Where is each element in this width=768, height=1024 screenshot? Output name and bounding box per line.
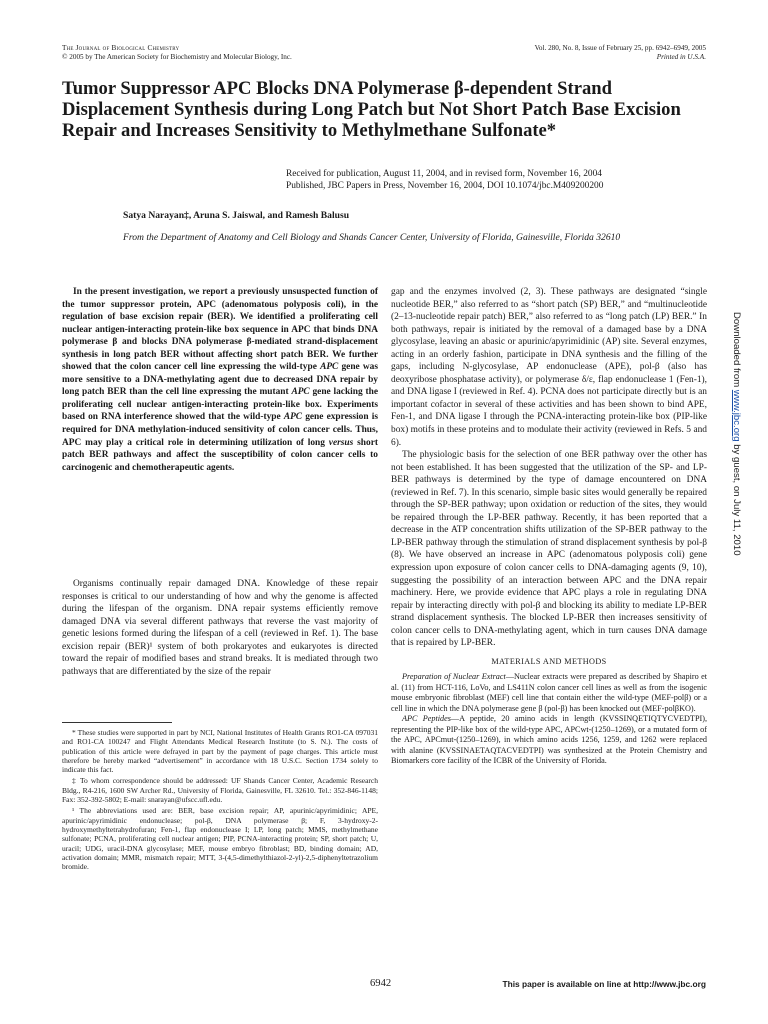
abstract-gene-2: APC xyxy=(291,387,310,398)
abstract xyxy=(62,286,378,474)
methods-subhead-1: Preparation of Nuclear Extract xyxy=(402,672,506,682)
page-number: 6942 xyxy=(370,978,392,989)
methods-paragraph-2 xyxy=(391,714,707,767)
methods-section xyxy=(391,672,707,767)
running-header-left xyxy=(62,44,292,62)
methods-subhead-2: APC Peptides xyxy=(402,714,451,724)
publication-history xyxy=(286,168,706,192)
footnote-abbreviations: ¹ The abbreviations used are: BER, base excision repair; AP, apurinic/apyrimidinic; APE, apurinic/apyrimidinic endonuclease; pol-β, DNA polymerase β; F, 3-hydroxy-2-hydroxymethyltetrahydrofuran; Fen-1, flap endonuclease I; LP, long patch; MMS, methylmethane sulfonate; PCNA, proliferating cell nuclear antigen; PIP, PCNA-interacting protein; SP, short patch; U, uracil; UDG, uracil-DNA glycosylase; MEF, mouse embryo fibroblast; BD, binding domain; AD, activation domain; MMR, mismatch repair; MTT, 3-(4,5-dimethylthiazol-2-yl)-2,5-diphenyltetrazolium bromide. xyxy=(62,806,378,872)
author-list: Satya Narayan‡, Aruna S. Jaiswal, and Ramesh Balusu xyxy=(123,210,350,221)
abstract-text-3: gene lacking the proliferating cell nuclear antigen-interacting protein-like box. Experiments based on RNA interference showed that the wild-type xyxy=(62,387,378,423)
published-line: Published, JBC Papers in Press, November 16, 2004, DOI 10.1074/jbc.M409200200 xyxy=(286,181,604,191)
methods-text-1: —Nuclear extracts were prepared as described by Shapiro et al. (11) from HCT-116, LoVo, and LS411N colon cancer cell lines as well as from the isogenic mouse embryonic fibroblast (MEF) cell line that contain either the wild-type (MEF-polβ) or a cell line in which the DNA polymerase gene β (pol-β) has been knocked out (MEF-polβKO). xyxy=(391,672,707,713)
abstract-text-4: gene expression is required for DNA methylation-induced sensitivity of colon cancer cells. Thus, APC may play a critical role in determining utilization of long xyxy=(62,412,378,448)
footnote-correspondence: ‡ To whom correspondence should be addressed: UF Shands Cancer Center, Academic Research Bldg., R4-216, 1600 SW Archer Rd., University of Florida, Gainesville, FL 32610. Tel.: 352-846-1148; Fax: 352-392-5802; E-mail: snarayan@ufscc.ufl.edu. xyxy=(62,776,378,805)
volume-line: Vol. 280, No. 8, Issue of February 25, pp. 6942–6949, 2005 xyxy=(534,44,706,52)
copyright-line: © 2005 by The American Society for Biochemistry and Molecular Biology, Inc. xyxy=(62,53,292,61)
download-prefix: Downloaded from xyxy=(731,312,742,390)
abstract-gene-3: APC xyxy=(283,412,303,423)
body-paragraph-2: The physiologic basis for the selection of one BER pathway over the other has not been established. It has been suggested that the utilization of the SP- and LP-BER pathways is determined by the type of damage encountered on DNA (reviewed in Ref. 7). In this scenario, simple basic sites would generally be repaired through the SP-BER pathway; upon oxidation or reduction of the sites, they would be repaired through the LP-BER pathway. Recently, it has been reported that a decrease in the ATP concentration shifts utilization of the SP-BER pathway to the LP-BER pathway through the stimulation of strand displacement synthesis by pol-β (8). We have observed an increase in APC (adenomatous polyposis coli) gene expression upon exposure of colon cancer cells to DNA-damaging agents (9, 10), suggesting the possibility of an interaction between APC and the DNA repair machinery. Here, we provide evidence that APC plays a role in regulating DNA repair by interacting directly with pol-β and blocking its ability to mediate LP-BER strand displacement synthesis. The blocked LP-BER then increases sensitivity of colon cancer cells to DNA-methylating agent, which in turn causes DNA damage that is repaired by LP-BER. xyxy=(391,450,707,649)
jbc-link[interactable]: www.jbc.org xyxy=(731,389,742,442)
methods-text-2: —A peptide, 20 amino acids in length (KVSSINQETIQTYCVEDTPI), representing the PIP-like box of the wild-type APC, APCwt-(1250–1269), or a mutated form of the APC, APCmut-(1250–1269), in which amino acids 1256, 1259, and 1262 were replaced with alanine (KVSSINAETAQTACVEDTPI) was synthesized at the Protein Chemistry and Biomarkers core facility of the ICBR of the University of Florida. xyxy=(391,714,707,766)
download-watermark xyxy=(731,312,742,556)
introduction-paragraph: Organisms continually repair damaged DNA. Knowledge of these repair responses is critical to our understanding of how and why the genome is affected during the lifespan of the organism. DNA repair systems efficiently remove damaged DNA via several different pathways that reverse the vast majority of genetic lesions formed during the lifespan of a cell (reviewed in Ref. 1). The base excision repair (BER)¹ system of both prokaryotes and eukaryotes is directed toward the repair of modified bases and strand breaks. It is mediated through two pathways that are differentiated by the size of the repair xyxy=(62,579,378,677)
running-header-right xyxy=(535,44,706,62)
received-line: Received for publication, August 11, 2004, and in revised form, November 16, 2004 xyxy=(286,169,602,179)
journal-name: The Journal of Biological Chemistry xyxy=(62,44,180,52)
abstract-text-1: In the present investigation, we report a previously unsuspected function of the tumor suppressor protein, APC (adenomatous polyposis coli), in the regulation of base excision repair (BER). We identified a proliferating cell nuclear antigen-interacting protein-like box sequence in APC that binds DNA polymerase β and blocks DNA polymerase β-mediated strand-displacement synthesis in long patch BER without affecting short patch BER. We further showed that the colon cancer cell line expressing the wild-type xyxy=(62,287,378,373)
affiliation: From the Department of Anatomy and Cell Biology and Shands Cancer Center, University of Florida, Gainesville, Florida 32610 xyxy=(123,232,621,243)
body-paragraph-1: gap and the enzymes involved (2, 3). These pathways are designated “single nucleotide BER,” also referred to as “short patch (SP) BER,” and “multinucleotide (2–13-nucleotide repair patch) BER,” also referred to as “long patch (LP) BER.” In both pathways, repair is initiated by the removal of a damaged base by a DNA glycosylase, leaving an abasic or apurinic/apyrimidinic (AP) site. Several enzymes, acting in an orderly fashion, participate in DNA synthesis and the filling of the gaps, including N-glycosylase, AP endonuclease (APE), pol-β (also has deoxyribose phosphatase activity), or polymerase δ/ε, flap endonuclease 1 (Fen-1), and DNA ligase I (reviewed in Ref. 4). PCNA does not participate directly but is an important cofactor in several of these activities and has been shown to bind APE, Fen-1, and DNA ligase I through the PCNA-interacting protein-like box (PIP-like box) motifs in these proteins and to modulate their activity (reviewed in Refs. 5 and 6). xyxy=(391,287,707,448)
methods-paragraph-1 xyxy=(391,672,707,714)
abstract-gene-1: APC xyxy=(320,362,339,373)
abstract-text-2: gene was more sensitive to a DNA-methylating agent due to decreased DNA repair by long patch BER than the cell line expressing the mutant xyxy=(62,362,378,398)
methods-heading: MATERIALS AND METHODS xyxy=(491,656,607,666)
article-title: Tumor Suppressor APC Blocks DNA Polymerase β-dependent Strand Displacement Synthesis during Long Patch but Not Short Patch Base Excision Repair and Increases Sensitivity to Methylmethane Sulfonate* xyxy=(62,78,681,141)
printed-line: Printed in U.S.A. xyxy=(656,53,706,61)
right-column xyxy=(391,286,707,767)
footnote-funding: * These studies were supported in part by NCI, National Institutes of Health Grants RO1-CA 097031 and RO1-CA 100247 and Flight Attendants Medical Research Institute (to S. N.). The costs of publication of this article were defrayed in part by the payment of page charges. This article must therefore be hereby marked “advertisement” in accordance with 18 U.S.C. Section 1734 solely to indicate this fact. xyxy=(62,728,378,775)
availability-note: This paper is available on line at http://www.jbc.org xyxy=(502,979,706,989)
download-suffix: by guest, on July 11, 2010 xyxy=(731,441,742,556)
abstract-versus: versus xyxy=(328,437,354,448)
footnote-divider xyxy=(62,722,172,723)
footnotes xyxy=(62,728,378,873)
abstract-text-5: short patch BER pathways and affect the susceptibility of colon cancer cells to carcinogenic and chemotherapeutic agents. xyxy=(62,437,378,473)
